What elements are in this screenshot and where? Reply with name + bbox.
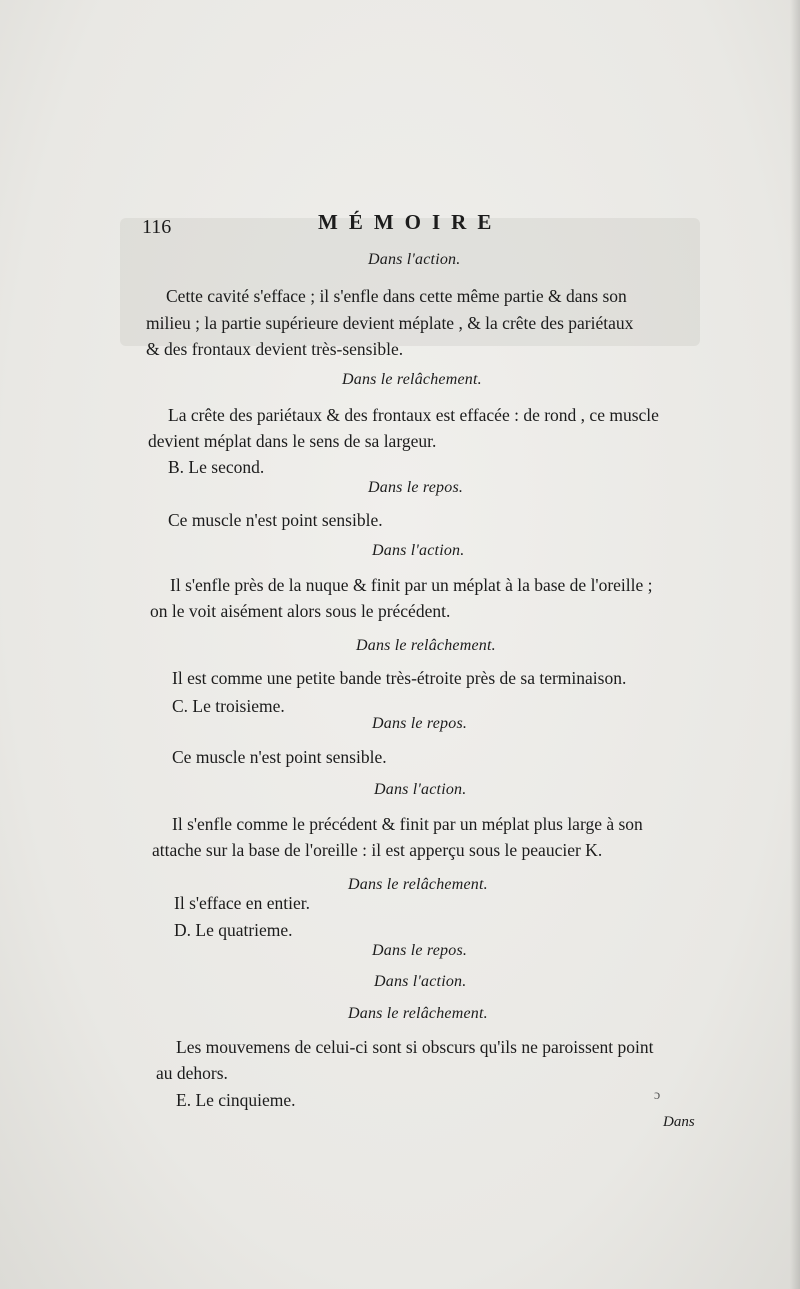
subhead: Dans le relâchement. [348, 876, 488, 893]
subhead: Dans le relâchement. [342, 371, 482, 388]
text-line: B. Le second. [168, 457, 265, 477]
subhead: Dans le repos. [372, 942, 468, 959]
text-line: Il s'efface en entier. [174, 893, 310, 913]
text-line: Ce muscle n'est point sensible. [172, 747, 387, 767]
text-line: Ce muscle n'est point sensible. [168, 510, 383, 530]
subhead: Dans l'action. [374, 781, 467, 798]
subhead: Dans l'action. [374, 973, 467, 990]
signature-mark: ɔ [654, 1088, 661, 1103]
catchword: Dans [663, 1114, 695, 1130]
page-edge-shadow [790, 0, 800, 1289]
text-line: D. Le quatrieme. [174, 920, 293, 940]
text-line: Il s'enfle près de la nuque & finit par un méplat à la base de l'oreille ; [170, 575, 653, 595]
text-line: E. Le cinquieme. [176, 1090, 296, 1110]
text-line: Il s'enfle comme le précédent & finit par un méplat plus large à son [172, 814, 643, 834]
text-line: La crête des pariétaux & des frontaux est effacée : de rond , ce muscle [168, 405, 659, 425]
text-line: & des frontaux devient très-sensible. [146, 339, 404, 359]
subhead: Dans l'action. [372, 542, 465, 559]
subhead: Dans le repos. [368, 479, 464, 496]
text-line: Il est comme une petite bande très-étroite près de sa terminaison. [172, 668, 627, 688]
subhead: Dans l'action. [368, 251, 461, 268]
text-line: attache sur la base de l'oreille : il est apperçu sous le peaucier K. [152, 840, 603, 860]
text-line: devient méplat dans le sens de sa largeur. [148, 431, 437, 451]
subhead: Dans le repos. [372, 715, 468, 732]
subhead: Dans le relâchement. [348, 1005, 488, 1022]
text-line: on le voit aisément alors sous le précédent. [150, 601, 451, 621]
page-number: 116 [142, 216, 172, 238]
running-title: MÉMOIRE [318, 210, 503, 234]
text-line: C. Le troisieme. [172, 696, 285, 716]
text-line: au dehors. [156, 1063, 228, 1083]
text-line: Cette cavité s'efface ; il s'enfle dans cette même partie & dans son [166, 286, 627, 306]
subhead: Dans le relâchement. [356, 637, 496, 654]
text-line: Les mouvemens de celui-ci sont si obscurs qu'ils ne paroissent point [176, 1037, 654, 1057]
text-line: milieu ; la partie supérieure devient méplate , & la crête des pariétaux [146, 313, 634, 333]
